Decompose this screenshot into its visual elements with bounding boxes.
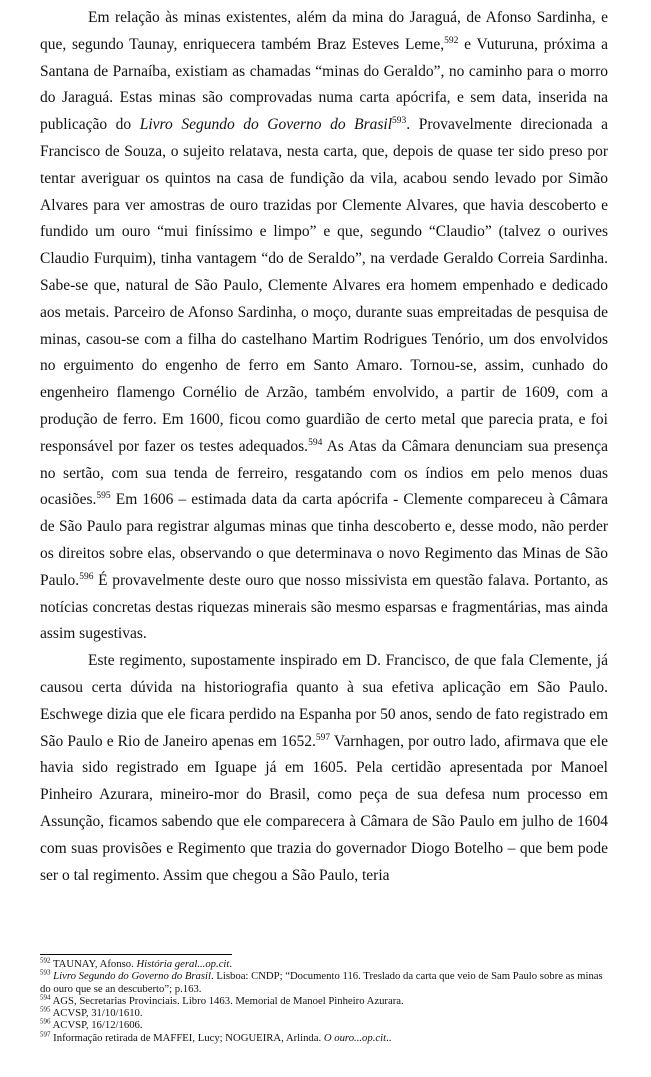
footnote-595	[40, 1007, 608, 1019]
footnote-title: O ouro...op.cit	[323, 1031, 387, 1044]
para1-text-6: É provavelmente deste ouro que nosso missivista em questão falava. Portanto, as notícias concretas destas riquezas minerais são mesmo esparsas e fragmentárias, mas ainda assim sugestivas.	[40, 571, 608, 643]
footnote-text: Informação retirada de MAFFEI, Lucy; NOGUEIRA, Arlinda.	[53, 1031, 324, 1044]
footnote-ref-597[interactable]: 597	[315, 732, 331, 743]
footnote-number: 594	[40, 993, 51, 1002]
footnote-ref-592[interactable]: 592	[444, 35, 459, 46]
footnote-number: 593	[40, 968, 51, 977]
body-paragraph-2	[40, 648, 608, 889]
para1-text-3: . Provavelmente direcionada a Francisco de Souza, o sujeito relatava, nesta carta, que, depois de quase ter sido preso por tentar averiguar os quintos na casa de fundição da vila, acabou sendo levado por Simão Alvares para ver amostras de ouro trazidas por Clemente Alvares, que havia descoberto e fundido um ouro “mui finíssimo e limpo” e que, segundo “Claudio” (talvez o ourives Claudio Furquim), tinha vantagem “do de Seraldo”, na verdade Geraldo Correia Sardinha. Sabe-se que, natural de São Paulo, Clemente Alvares era homem empenhado e dedicado aos metais. Parceiro de Afonso Sardinha, o moço, durante suas empreitadas de pesquisa de minas, casou-se com a filha do castelhano Martim Rodrigues Tenório, um dos envolvidos no erguimento do engenho de ferro em Santo Amaro. Tornou-se, assim, cunhado do engenheiro flamengo Cornélio de Arzão, também envolvido, a partir de 1609, com a produção de ferro. Em 1600, ficou como guardião de certo metal que parecia prata, e foi responsável por fazer os testes adequados.	[40, 116, 608, 455]
footnote-title: Livro Segundo do Governo do Brasil	[53, 970, 211, 983]
footnote-text: ACVSP, 31/10/1610.	[52, 1007, 143, 1020]
footnote-number: 596	[40, 1017, 51, 1026]
footnote-596	[40, 1019, 608, 1031]
footnote-593	[40, 970, 608, 995]
para2-text-1: Este regimento, supostamente inspirado em D. Francisco, de que fala Clemente, já causou certa dúvida na historiografia quanto à sua efetiva aplicação em São Paulo. Eschwege dizia que ele ficara perdido na Espanha por 50 anos, sendo de fato registrado em São Paulo e Rio de Janeiro apenas em 1652.	[40, 652, 608, 750]
footnote-title: História geral...op.cit	[136, 958, 230, 970]
footnotes	[40, 958, 608, 1044]
para1-text-1: Em relação às minas existentes, além da mina do Jaraguá, de Afonso Sardinha, e que, segundo Taunay, enriquecera também Braz Esteves Leme,	[40, 9, 608, 53]
footnote-text: .	[229, 958, 233, 970]
para1-text-2: e Vuturuna, próxima a Santana de Parnaíba, existiam as chamadas “minas do Geraldo”, no caminho para o morro do Jaraguá. Estas minas são comprovadas numa carta apócrifa, e sem data, inserida na publicação do	[40, 35, 608, 134]
footnote-text: AGS, Secretarias Provinciais. Libro 1463. Memorial de Manoel Pinheiro Azurara.	[52, 994, 404, 1007]
para1-text-4: As Atas da Câmara denunciam sua presença no sertão, com sua tenda de ferreiro, resgatando com os índios em pelo menos duas ocasiões.	[40, 437, 608, 509]
footnote-ref-595[interactable]: 595	[96, 491, 111, 502]
document-page	[40, 0, 608, 889]
footnote-ref-594[interactable]: 594	[308, 437, 323, 448]
footnote-ref-593[interactable]: 593	[392, 116, 407, 127]
book-title: Livro Segundo do Governo do Brasil	[139, 116, 393, 134]
footnote-number: 592	[40, 956, 51, 965]
footnote-597	[40, 1032, 608, 1044]
footnote-number: 597	[40, 1030, 51, 1039]
footnote-text: . Lisboa: CNDP; “Documento 116. Treslado da carta que veio de Sam Paulo sobre as minas do ouro que se an descuberto”; p.163.	[40, 970, 603, 995]
footnote-text: TAUNAY, Afonso.	[52, 958, 137, 970]
para1-text-5: Em 1606 – estimada data da carta apócrifa - Clemente compareceu à Câmara de São Paulo para registrar algumas minas que tinha descoberto e, desse modo, não perder os direitos sobre elas, observando o que determinava o novo Regimento das Minas de São Paulo.	[40, 491, 608, 589]
footnote-592	[40, 958, 608, 970]
footnote-divider	[40, 954, 232, 955]
footnote-ref-596[interactable]: 596	[79, 571, 94, 582]
para2-text-2: Varnhagen, por outro lado, afirmava que ele havia sido registrado em Iguape já em 1605. Pela certidão apresentada por Manoel Pinheiro Azurara, mineiro-mor do Brasil, como peça de sua defesa num processo em Assunção, ficamos sabendo que ele comparecera à Câmara de São Paulo em julho de 1604 com suas provisões e Regimento que trazia do governador Diogo Botelho – que bem pode ser o tal regimento. Assim que chegou a São Paulo, teria	[40, 732, 608, 884]
footnote-text: ACVSP, 16/12/1606.	[52, 1019, 143, 1032]
footnote-594	[40, 995, 608, 1007]
footnote-text: ..	[386, 1031, 392, 1044]
footnote-number: 595	[40, 1005, 51, 1014]
body-paragraph-1	[40, 0, 608, 648]
